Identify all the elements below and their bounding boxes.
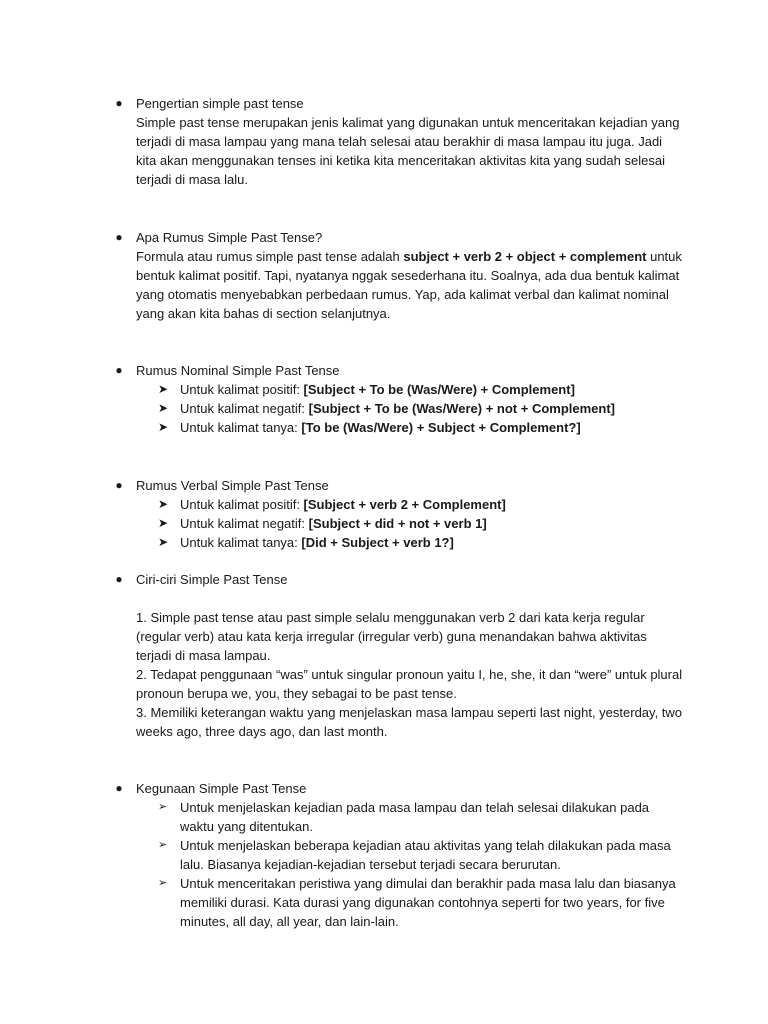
list-item: ➢ Untuk menjelaskan kejadian pada masa lampau dan telah selesai dilakukan pada waktu yang ditentukan.	[158, 800, 650, 834]
section-heading: ● Kegunaan Simple Past Tense	[115, 781, 307, 796]
bullet-icon: ●	[115, 572, 123, 586]
formula-list	[114, 380, 684, 437]
list-item: ➤ Untuk kalimat positif: [Subject + verb 2 + Complement]	[158, 497, 506, 512]
list-item: ➤ Untuk kalimat tanya: [Did + Subject + verb 1?]	[158, 535, 454, 550]
bullet-icon: ●	[115, 230, 123, 244]
section-heading: ● Rumus Verbal Simple Past Tense	[115, 478, 329, 493]
formula-text: subject + verb 2 + object + complement	[403, 249, 647, 264]
bullet-icon: ●	[115, 478, 123, 492]
arrow-icon: ➤	[158, 420, 169, 434]
list-item: ➢ Untuk menceritakan peristiwa yang dimulai dan berakhir pada masa lalu dan biasanya memiliki durasi. Kata durasi yang digunakan contohnya seperti for two years, for five minutes, all day, all year, dan lain-lain.	[158, 876, 676, 929]
arrow-icon: ➤	[158, 535, 169, 549]
list-item: ➤ Untuk kalimat negatif: [Subject + To be (Was/Were) + not + Complement]	[158, 401, 616, 416]
bullet-icon: ●	[115, 781, 123, 795]
section-ciri-ciri	[114, 570, 684, 589]
list-item: ➤ Untuk kalimat positif: [Subject + To be (Was/Were) + Complement]	[158, 382, 575, 397]
arrow-outline-icon: ➢	[158, 801, 168, 813]
list-item: 3. Memiliki keterangan waktu yang menjelaskan masa lampau seperti last night, yesterday, two weeks ago, three days ago, dan last month.	[136, 705, 683, 739]
arrow-icon: ➤	[158, 401, 169, 415]
section-kegunaan	[114, 779, 684, 931]
section-heading: ● Apa Rumus Simple Past Tense?	[115, 230, 323, 245]
formula-list	[114, 495, 684, 552]
section-rumus-verbal	[114, 476, 684, 552]
section-rumus	[114, 228, 684, 323]
list-item: ➢ Untuk menjelaskan beberapa kejadian atau aktivitas yang telah dilakukan pada masa lalu. Biasanya kejadian-kejadian tersebut terjadi secara berurutan.	[158, 838, 671, 872]
usage-list	[114, 798, 684, 931]
section-heading: ● Ciri-ciri Simple Past Tense	[115, 572, 288, 587]
arrow-outline-icon: ➢	[158, 839, 168, 851]
list-item: 2. Tedapat penggunaan “was” untuk singular pronoun yaitu I, he, she, it dan “were” untuk plural pronoun berupa we, you, they sebagai to be past tense.	[136, 667, 683, 701]
bullet-icon: ●	[115, 96, 123, 110]
arrow-icon: ➤	[158, 382, 169, 396]
bullet-icon: ●	[115, 363, 123, 377]
arrow-outline-icon: ➢	[158, 877, 168, 889]
list-item: ➤ Untuk kalimat negatif: [Subject + did + not + verb 1]	[158, 516, 487, 531]
ciri-list	[114, 608, 684, 741]
list-item: 1. Simple past tense atau past simple selalu menggunakan verb 2 dari kata kerja regular (regular verb) atau kata kerja irregular (irregular verb) guna menandakan bahwa aktivitas terjadi di masa lampau.	[136, 610, 647, 663]
arrow-icon: ➤	[158, 516, 169, 530]
arrow-icon: ➤	[158, 497, 169, 511]
section-pengertian	[114, 94, 684, 189]
list-item: ➤ Untuk kalimat tanya: [To be (Was/Were) + Subject + Complement?]	[158, 420, 581, 435]
section-heading: ● Pengertian simple past tense	[115, 96, 304, 111]
section-rumus-nominal	[114, 361, 684, 437]
section-heading: ● Rumus Nominal Simple Past Tense	[115, 363, 340, 378]
section-paragraph: Formula atau rumus simple past tense adalah subject + verb 2 + object + complement untuk bentuk kalimat positif. Tapi, nyatanya nggak sesederhana itu. Soalnya, ada dua bentuk kalimat yang otomatis menyebabkan perbedaan rumus. Yap, ada kalimat verbal dan kalimat nominal yang akan kita bahas di section selanjutnya.	[136, 249, 682, 321]
section-paragraph: Simple past tense merupakan jenis kalimat yang digunakan untuk menceritakan kejadian yang terjadi di masa lampau yang mana telah selesai atau berakhir di masa lampau itu juga. Jadi kita akan menggunakan tenses ini ketika kita menceritakan aktivitas kita yang sudah selesai terjadi di masa lalu.	[136, 115, 680, 187]
